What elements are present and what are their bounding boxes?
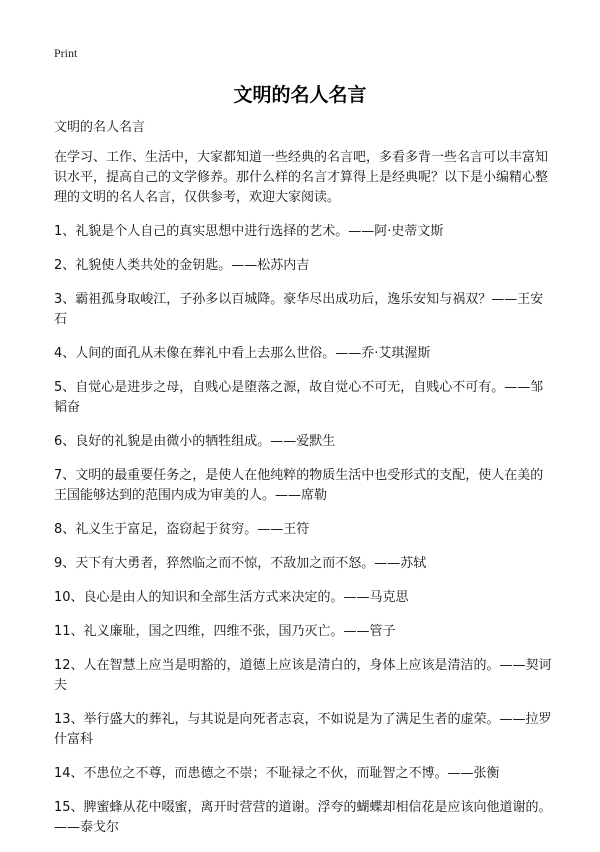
quote-item: 8、礼义生于富足，盗窃起于贫穷。——王符 [54, 522, 310, 537]
quote-item: 12、人在智慧上应当是明豁的，道德上应该是清白的，身体上应该是清洁的。——契诃夫 [54, 658, 552, 693]
quote-item: 7、文明的最重要任务之，是使人在他纯粹的物质生活中也受形式的支配，使人在美的王国能够达到的范围内成为审美的人。——席勒 [54, 468, 544, 503]
quote-item: 5、自觉心是进步之母，自贱心是堕落之源，故自觉心不可无，自贱心不可有。——邹韬奋 [54, 380, 544, 415]
quote-item: 14、不患位之不尊，而患德之不崇；不耻禄之不伙，而耻智之不博。——张衡 [54, 766, 500, 781]
quote-item: 6、良好的礼貌是由微小的牺牲组成。——爱默生 [54, 434, 336, 449]
quote-item: 3、霸祖孤身取峻江，子孙多以百城降。豪华尽出成功后，逸乐安知与祸双？——王安石 [54, 292, 544, 327]
article-body [54, 118, 554, 852]
quote-item: 2、礼貌使人类共处的金钥匙。——松苏内吉 [54, 258, 310, 273]
quote-item: 9、天下有大勇者，猝然临之而不惊，不敌加之而不怒。——苏轼 [54, 556, 427, 571]
quote-item: 15、脾蜜蜂从花中啜蜜，离开时营营的道谢。浮夸的蝴蝶却相信花是应该向他道谢的。——泰戈尔 [54, 800, 552, 835]
quote-item: 13、举行盛大的葬礼，与其说是向死者志哀，不如说是为了满足生者的虚荣。——拉罗什富科 [54, 712, 552, 747]
quote-item: 4、人间的面孔从未像在葬礼中看上去那么世俗。——乔·艾琪渥斯 [54, 346, 431, 361]
intro-paragraph: 在学习、工作、生活中，大家都知道一些经典的名言吧，多看多背一些名言可以丰富知识水平，提高自己的文学修养。那什么样的名言才算得上是经典呢？以下是小编精心整理的文明的名人名言，仅供参考，欢迎大家阅读。 [54, 150, 549, 205]
quote-item: 10、良心是由人的知识和全部生活方式来决定的。——马克思 [54, 590, 409, 605]
print-link[interactable]: Print [54, 46, 78, 60]
page-title: 文明的名人名言 [233, 84, 367, 106]
quote-item: 11、礼义廉耻，国之四维，四维不张，国乃灭亡。——管子 [54, 624, 396, 639]
quote-item: 1、礼貌是个人自己的真实思想中进行选择的艺术。——阿·史蒂文斯 [54, 224, 444, 239]
article-subtitle: 文明的名人名言 [54, 120, 146, 135]
